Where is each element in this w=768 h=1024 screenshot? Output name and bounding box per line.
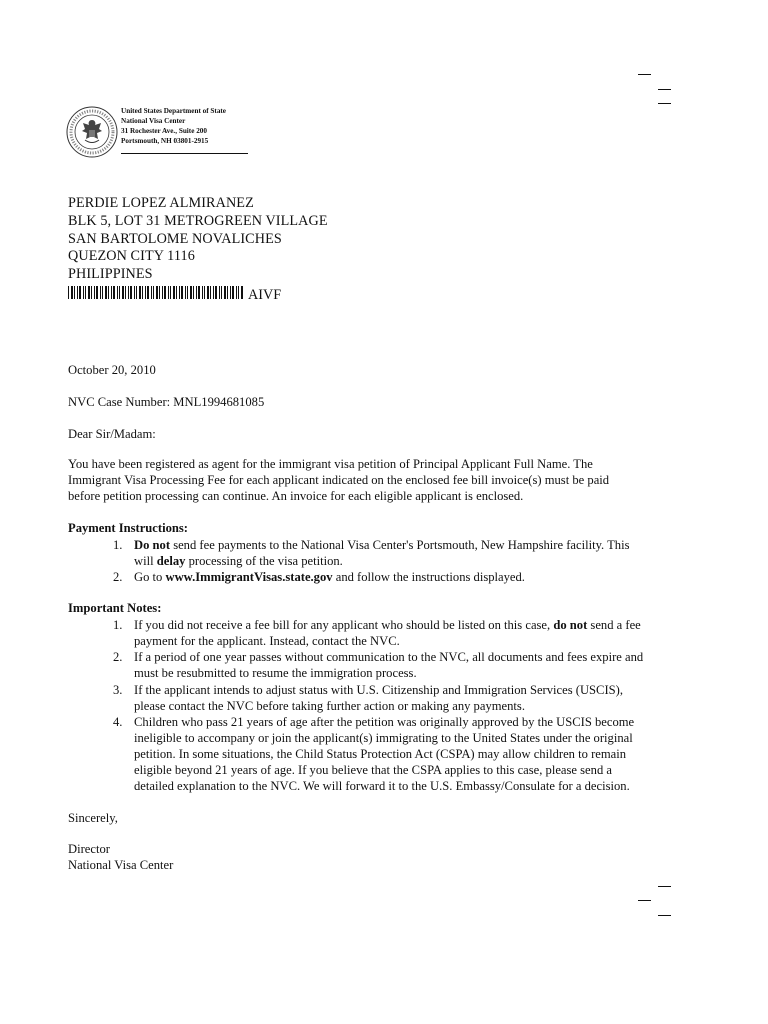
- list-number: 3.: [113, 683, 123, 697]
- closing: Sincerely,: [68, 811, 118, 825]
- intro-line: You have been registered as agent for the immigrant visa petition of Principal Applicant Full Name. The: [68, 457, 593, 471]
- signature-title: Director: [68, 842, 110, 856]
- registration-mark: [658, 886, 671, 887]
- intro-paragraph: [68, 456, 688, 504]
- department-of-state-seal-icon: [66, 106, 118, 158]
- intro-line: before petition processing can continue. An invoice for each eligible applicant is enclosed.: [68, 489, 524, 503]
- signature-organization: National Visa Center: [68, 858, 174, 872]
- list-number: 1.: [113, 618, 123, 632]
- letterhead-city: Portsmouth, NH 03801-2915: [121, 137, 209, 145]
- intro-line: Immigrant Visa Processing Fee for each applicant indicated on the enclosed fee bill invoice(s) must be paid: [68, 473, 610, 487]
- case-number: NVC Case Number: MNL1994681085: [68, 395, 265, 409]
- salutation: Dear Sir/Madam:: [68, 427, 156, 441]
- payment-item-text: and follow the instructions displayed.: [332, 570, 525, 584]
- registration-mark: [658, 103, 671, 104]
- registration-mark: [638, 74, 651, 75]
- payment-item-text: will: [134, 554, 157, 568]
- recipient-city: QUEZON CITY 1116: [68, 248, 195, 264]
- registration-mark: [658, 915, 671, 916]
- emphasis: Do not: [134, 538, 171, 552]
- note-text: petition. In some situations, the Child Status Protection Act (CSPA) may allow children to remain: [134, 747, 627, 761]
- letterhead-center: National Visa Center: [121, 117, 186, 125]
- list-number: 1.: [113, 538, 123, 552]
- emphasis: delay: [156, 554, 186, 568]
- letterhead-department: United States Department of State: [121, 107, 226, 115]
- payment-item-text: send fee payments to the National Visa Center's Portsmouth, New Hampshire facility. This: [170, 538, 630, 552]
- letter-date: October 20, 2010: [68, 363, 156, 377]
- payment-item-text: processing of the visa petition.: [185, 554, 343, 568]
- list-number: 2.: [113, 570, 123, 584]
- note-text: send a fee: [587, 618, 641, 632]
- payment-instructions-heading: Payment Instructions:: [68, 521, 188, 535]
- note-text: If a period of one year passes without communication to the NVC, all documents and fees expire and: [134, 650, 644, 664]
- recipient-address-line-2: SAN BARTOLOME NOVALICHES: [68, 231, 282, 247]
- note-text: If you did not receive a fee bill for any applicant who should be listed on this case,: [134, 618, 554, 632]
- emphasis: do not: [553, 618, 588, 632]
- letterhead-street: 31 Rochester Ave., Suite 200: [121, 127, 207, 135]
- list-number: 4.: [113, 715, 123, 729]
- note-text: If the applicant intends to adjust status with U.S. Citizenship and Immigration Services (USCIS),: [134, 683, 623, 697]
- note-text: detailed explanation to the NVC. We will forward it to the U.S. Embassy/Consulate for a decision.: [134, 779, 630, 793]
- registration-mark: [658, 89, 671, 90]
- note-text: ineligible to accompany or join the applicant(s) immigrating to the United States under the original: [134, 731, 633, 745]
- registration-mark: [638, 900, 651, 901]
- recipient-name: PERDIE LOPEZ ALMIRANEZ: [68, 195, 254, 211]
- list-number: 2.: [113, 650, 123, 664]
- website-link[interactable]: www.ImmigrantVisas.state.gov: [165, 570, 333, 584]
- important-notes-heading: Important Notes:: [68, 601, 162, 615]
- note-text: eligible beyond 21 years of age. If you believe that the CSPA applies to this case, please send a: [134, 763, 612, 777]
- payment-item-text: Go to: [134, 570, 166, 584]
- barcode-tag: AIVF: [248, 287, 282, 303]
- note-text: payment for the applicant. Instead, contact the NVC.: [134, 634, 400, 648]
- note-text: Children who pass 21 years of age after the petition was originally approved by the USCIS become: [134, 715, 635, 729]
- recipient-address-line-1: BLK 5, LOT 31 METROGREEN VILLAGE: [68, 213, 328, 229]
- recipient-country: PHILIPPINES: [68, 266, 153, 282]
- note-text: please contact the NVC before taking further action or making any payments.: [134, 699, 525, 713]
- note-text: must be resubmitted to resume the immigration process.: [134, 666, 417, 680]
- letterhead-rule: [121, 153, 248, 154]
- barcode-icon: [68, 286, 243, 299]
